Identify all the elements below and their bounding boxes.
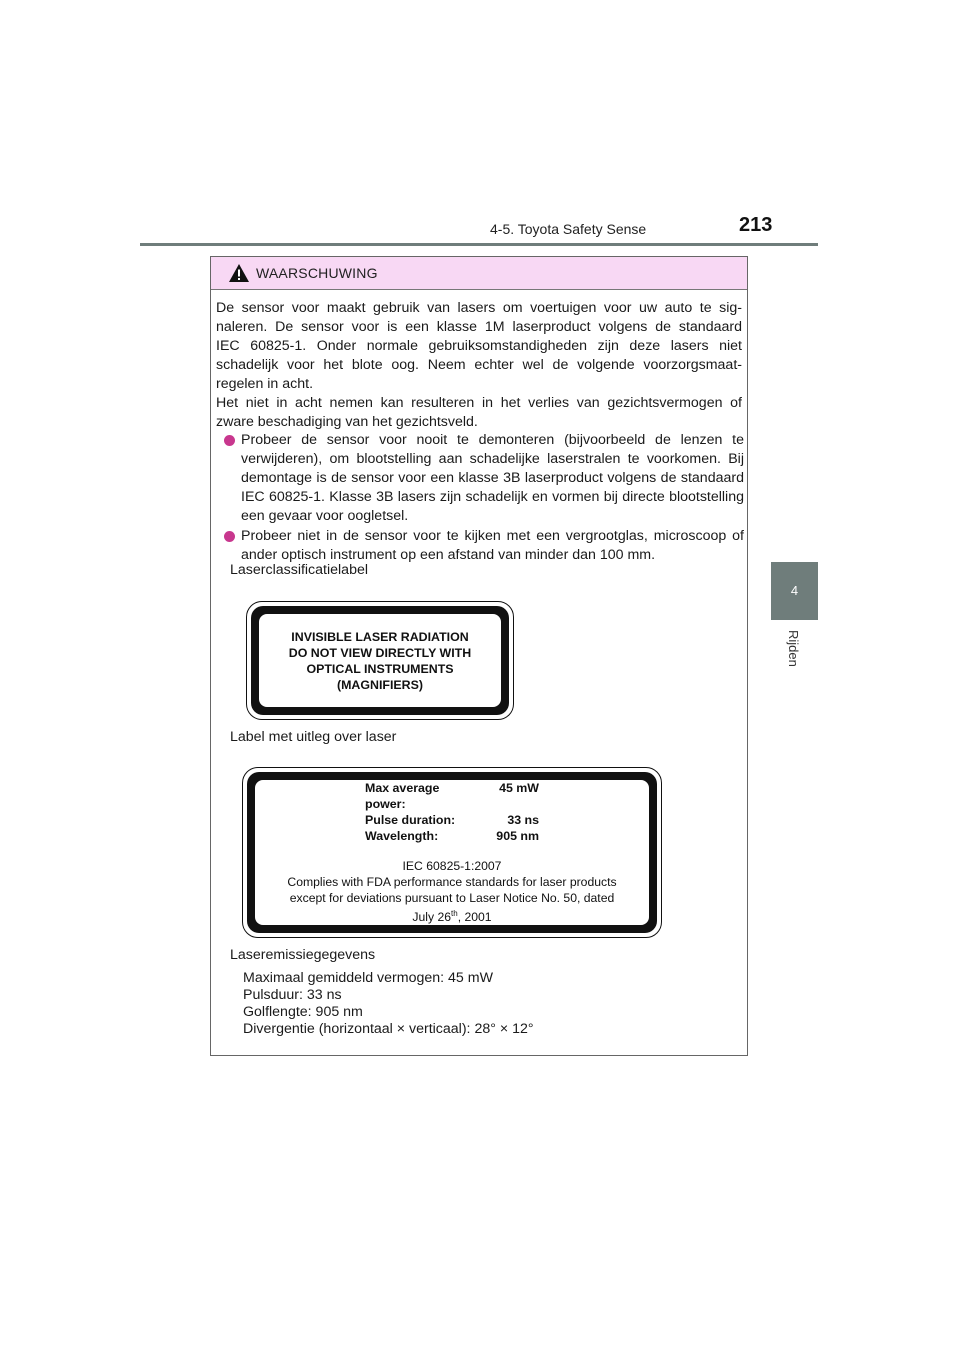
spec-row bbox=[365, 828, 539, 844]
spec-row bbox=[365, 780, 539, 812]
bullet-dot-icon bbox=[224, 531, 235, 542]
warning-triangle-icon bbox=[228, 263, 250, 283]
spec-name: Wavelength: bbox=[365, 829, 439, 843]
label-content bbox=[255, 780, 649, 925]
emission-data bbox=[243, 970, 534, 1038]
header-section: 4-5. Toyota Safety Sense bbox=[490, 221, 647, 237]
emission-line: Golflengte: 905 nm bbox=[243, 1004, 363, 1020]
bullet-text: Probeer de sensor voor nooit te demonteren (bijvoorbeeld de lenzen te verwijderen), om blootstelling aan schadelijke laserstralen te voorkomen. Bij demontage is de sensor voor een klasse 3B laserproduct volgens de standaard IEC 60825-1. Klasse 3B lasers zijn schadelijk en vormen bij directe blootstelling een gevaar voor oogletsel. bbox=[241, 432, 744, 524]
spec-name: Max average power: bbox=[365, 781, 440, 811]
emission-line: Divergentie (horizontaal × verticaal): 28° × 12° bbox=[243, 1021, 534, 1037]
intro-line: Het niet in acht nemen kan resulteren in het verlies van gezichtsvermogen of bbox=[216, 395, 742, 411]
compliance-line: except for deviations pursuant to Laser Notice No. 50, dated bbox=[289, 890, 615, 905]
label-line: OPTICAL INSTRUMENTS bbox=[306, 661, 454, 676]
compliance-line: Complies with FDA performance standards for laser products bbox=[287, 874, 617, 889]
intro-line: IEC 60825-1. Onder normale gebruiksomstandigheden zijn deze lasers niet bbox=[216, 338, 742, 354]
warning-title: WAARSCHUWING bbox=[256, 265, 378, 281]
label-line: (MAGNIFIERS) bbox=[336, 677, 424, 692]
label-content bbox=[259, 614, 501, 707]
label-line: DO NOT VIEW DIRECTLY WITH bbox=[288, 645, 472, 660]
emission-line: Pulsduur: 33 ns bbox=[243, 987, 342, 1003]
chapter-name: Rijden bbox=[786, 630, 801, 667]
spec-value: 905 nm bbox=[496, 829, 539, 843]
page-number: 213 bbox=[739, 214, 773, 236]
intro-line: zware beschadiging van het gezichtsveld. bbox=[216, 414, 478, 430]
bullet-item bbox=[224, 527, 744, 565]
spec-value: 33 ns bbox=[507, 813, 539, 827]
standard-text: IEC 60825-1:2007 bbox=[402, 858, 502, 873]
warning-box bbox=[210, 256, 748, 1056]
header-rule bbox=[140, 243, 818, 246]
caption-classification-label: Laserclassificatielabel bbox=[230, 562, 369, 578]
laser-explanation-label bbox=[242, 767, 662, 938]
compliance-date bbox=[412, 906, 491, 925]
chapter-tab[interactable]: 4 bbox=[771, 562, 818, 620]
bullet-dot-icon bbox=[224, 435, 235, 446]
label-line: INVISIBLE LASER RADIATION bbox=[291, 629, 469, 644]
warning-header bbox=[211, 257, 747, 290]
intro-line: regelen in acht. bbox=[216, 376, 314, 392]
intro-line: schadelijk voor het blote oog. Neem echter wel de volgende voorzorgsmaat- bbox=[216, 357, 742, 373]
spec-value: 45 mW bbox=[499, 781, 539, 795]
date-superscript: th bbox=[451, 908, 458, 918]
emission-line: Maximaal gemiddeld vermogen: 45 mW bbox=[243, 970, 493, 986]
intro-line: De sensor voor maakt gebruik van lasers om voertuigen voor uw auto te sig- bbox=[216, 300, 742, 316]
warning-intro bbox=[216, 299, 742, 432]
date-suffix: , 2001 bbox=[457, 910, 492, 924]
spec-name: Pulse duration: bbox=[365, 813, 456, 827]
spec-row bbox=[365, 812, 539, 828]
bullet-text: Probeer niet in de sensor voor te kijken met een vergrootglas, microscoop of ander optisch instrument op een afstand van minder dan 100 mm. bbox=[241, 528, 744, 563]
date-prefix: July 26 bbox=[412, 910, 452, 924]
intro-line: naleren. De sensor voor is een klasse 1M laserproduct volgens de standaard bbox=[216, 319, 742, 335]
emission-heading: Laseremissiegegevens bbox=[230, 947, 376, 963]
caption-explanation-label: Label met uitleg over laser bbox=[230, 729, 397, 745]
bullet-item bbox=[224, 431, 744, 526]
laser-classification-label bbox=[246, 601, 514, 720]
